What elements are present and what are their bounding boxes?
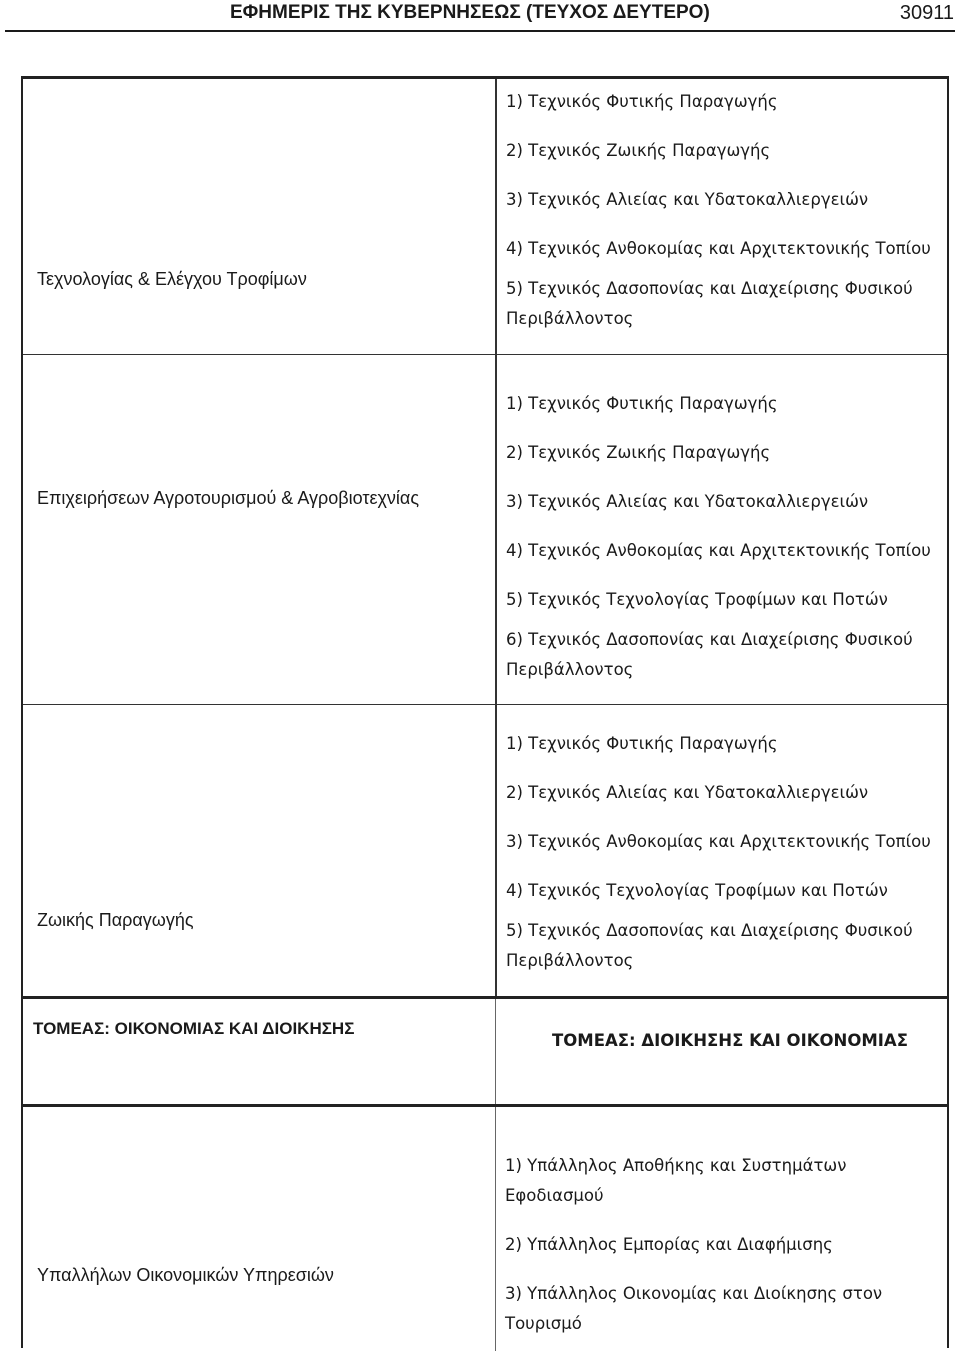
list-item: 4) Τεχνικός Τεχνολογίας Τροφίμων και Ποτών — [506, 881, 888, 900]
item-list — [506, 87, 931, 334]
specialty-name: Υπαλλήλων Οικονομικών Υπηρεσιών — [37, 1265, 334, 1285]
right-cell — [495, 1107, 948, 1351]
table-row — [23, 79, 947, 355]
sector-heading-left: ΤΟΜΕΑΣ: ΟΙΚΟΝΟΜΙΑΣ ΚΑΙ ΔΙΟΙΚΗΣΗΣ — [33, 1019, 355, 1038]
list-item: 2) Υπάλληλος Εμπορίας και Διαφήμισης — [505, 1235, 833, 1254]
item-list — [506, 729, 931, 976]
left-cell — [23, 999, 495, 1104]
item-list — [506, 389, 931, 685]
right-cell — [495, 999, 948, 1104]
sector-row — [23, 999, 947, 1107]
right-cell — [495, 79, 949, 354]
page-number: 30911 — [899, 2, 954, 24]
left-cell — [23, 79, 495, 354]
list-item: Περιβάλλοντος — [506, 951, 634, 970]
list-item: 4) Τεχνικός Ανθοκομίας και Αρχιτεκτονικής Τοπίου — [506, 541, 931, 560]
specialty-name: Ζωικής Παραγωγής — [37, 910, 194, 930]
left-cell — [23, 704, 495, 996]
table-row — [23, 704, 947, 999]
list-item: Περιβάλλοντος — [506, 660, 634, 679]
table-row — [23, 1107, 947, 1351]
left-cell — [23, 354, 495, 704]
list-item: 1) Τεχνικός Φυτικής Παραγωγής — [506, 734, 778, 753]
specialty-name: Επιχειρήσεων Αγροτουρισμού & Αγροβιοτεχνίας — [37, 488, 420, 508]
gazette-title: ΕΦΗΜΕΡΙΣ ΤΗΣ ΚΥΒΕΡΝΗΣΕΩΣ (ΤΕΥΧΟΣ ΔΕΥΤΕΡΟ) — [230, 2, 710, 23]
sector-heading-right: ΤΟΜΕΑΣ: ΔΙΟΙΚΗΣΗΣ ΚΑΙ ΟΙΚΟΝΟΜΙΑΣ — [552, 1031, 908, 1050]
list-item: 3) Υπάλληλος Οικονομίας και Διοίκησης στον — [505, 1284, 883, 1303]
list-item: 1) Τεχνικός Φυτικής Παραγωγής — [506, 92, 778, 111]
header-rule — [5, 30, 955, 32]
list-item: 2) Τεχνικός Ζωικής Παραγωγής — [506, 141, 771, 160]
page-header — [0, 0, 960, 30]
list-item: 1) Τεχνικός Φυτικής Παραγωγής — [506, 394, 778, 413]
list-item: 3) Τεχνικός Ανθοκομίας και Αρχιτεκτονικής Τοπίου — [506, 832, 931, 851]
list-item: 3) Τεχνικός Αλιείας και Υδατοκαλλιεργειών — [506, 190, 869, 209]
list-item: 5) Τεχνικός Δασοπονίας και Διαχείρισης Φυσικού — [506, 921, 913, 940]
list-item: 6) Τεχνικός Δασοπονίας και Διαχείρισης Φυσικού — [506, 630, 913, 649]
list-item: 4) Τεχνικός Ανθοκομίας και Αρχιτεκτονικής Τοπίου — [506, 239, 931, 258]
list-item: Εφοδιασμού — [505, 1186, 604, 1205]
list-item: 5) Τεχνικός Τεχνολογίας Τροφίμων και Ποτών — [506, 590, 888, 609]
right-cell — [495, 704, 949, 996]
list-item: 2) Τεχνικός Ζωικής Παραγωγής — [506, 443, 771, 462]
list-item: 3) Τεχνικός Αλιείας και Υδατοκαλλιεργειών — [506, 492, 869, 511]
specialty-name: Τεχνολογίας & Ελέγχου Τροφίμων — [37, 269, 307, 289]
specialties-table — [21, 76, 949, 1348]
list-item: 2) Τεχνικός Αλιείας και Υδατοκαλλιεργειών — [506, 783, 869, 802]
list-item: Περιβάλλοντος — [506, 309, 634, 328]
list-item: 1) Υπάλληλος Αποθήκης και Συστημάτων — [505, 1156, 847, 1175]
right-cell — [495, 354, 949, 704]
left-cell — [23, 1107, 495, 1351]
list-item: 5) Τεχνικός Δασοπονίας και Διαχείρισης Φυσικού — [506, 279, 913, 298]
list-item: Τουρισμό — [505, 1314, 582, 1333]
table-row — [23, 354, 947, 705]
item-list — [505, 1151, 882, 1339]
